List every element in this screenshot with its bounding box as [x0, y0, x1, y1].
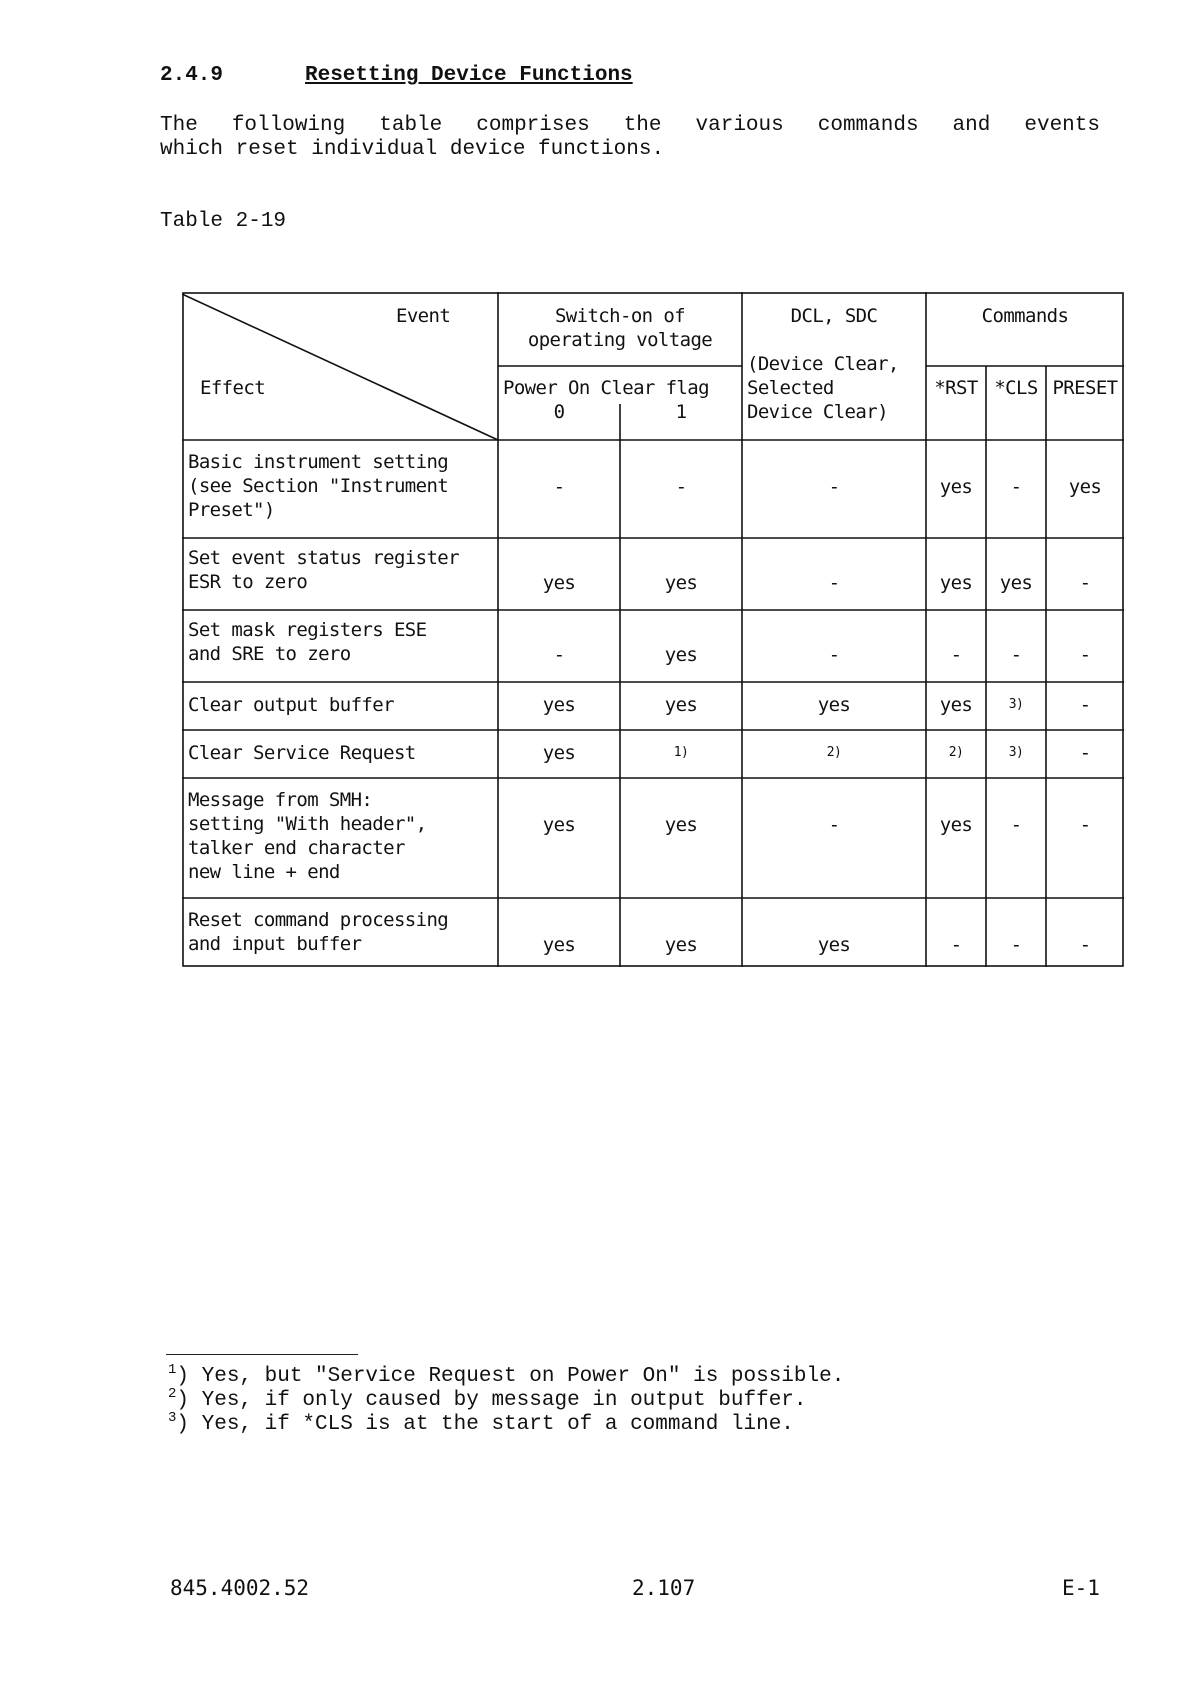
dcl-header-line-2: (Device Clear, [747, 353, 899, 375]
row-5-power-on-1-footnote-mark: 1) [673, 745, 689, 760]
row-5-cls-footnote [986, 741, 1046, 770]
row-3-effect-line-2: and SRE to zero [188, 643, 351, 665]
row-6-effect-line-4: new line + end [188, 861, 340, 883]
row-1-dcl-sdc: - [828, 476, 840, 498]
footnote-3-mark: 3 [168, 1410, 177, 1426]
row-6-power-on-1: yes [664, 814, 698, 836]
table-label: Table 2-19 [160, 210, 287, 233]
power-on-clear-flag-label: Power On Clear flag [503, 377, 709, 399]
row-1-effect-line-3: Preset") [188, 499, 275, 521]
row-7-power-on-0: yes [542, 934, 576, 956]
row-7-effect-line-1: Reset command processing [188, 909, 449, 931]
footer-page-number: 2.107 [632, 1576, 696, 1600]
row-2-power-on-1: yes [664, 572, 698, 594]
row-3-dcl-sdc: - [828, 644, 840, 666]
row-3-cls: - [1010, 644, 1022, 666]
dcl-header-line-1: DCL, SDC [790, 305, 878, 327]
row-1-cls: - [1010, 476, 1022, 498]
row-1-power-on-1: - [675, 476, 687, 498]
footnote-1-mark: 1 [168, 1362, 177, 1378]
row-1-power-on-0: - [553, 476, 565, 498]
row-4-power-on-0: yes [542, 694, 576, 716]
row-2-effect-line-1: Set event status register [188, 547, 459, 569]
footer-document-number: 845.4002.52 [170, 1576, 310, 1600]
intro-paragraph [160, 114, 1100, 162]
footnote-3-text: ) Yes, if *CLS is at the start of a command line. [176, 1413, 794, 1436]
row-4-preset: - [1079, 694, 1091, 716]
row-3-preset: - [1079, 644, 1091, 666]
intro-line-2: which reset individual device functions. [160, 138, 665, 161]
row-4-effect-line-1: Clear output buffer [188, 694, 394, 716]
group-switch-line-1: Switch-on of [554, 305, 686, 327]
row-5-power-on-0: yes [542, 742, 576, 764]
section-number: 2.4.9 [160, 64, 224, 87]
row-3-rst: - [950, 644, 962, 666]
row-4-cls-footnote-mark: 3) [1008, 697, 1024, 712]
footnote-3 [168, 1406, 794, 1437]
section-title: Resetting Device Functions [305, 64, 633, 87]
row-2-dcl-sdc: - [828, 572, 840, 594]
dcl-header-line-3: Selected [747, 377, 834, 399]
row-3-power-on-1: yes [664, 644, 698, 666]
intro-line-1: The following table comprises the various commands and events [160, 114, 1100, 137]
row-6-effect-line-3: talker end character [188, 837, 405, 859]
row-4-power-on-1: yes [664, 694, 698, 716]
row-6-dcl-sdc: - [828, 814, 840, 836]
row-2-effect-line-2: ESR to zero [188, 571, 308, 593]
row-6-rst: yes [939, 814, 973, 836]
footnote-2-mark: 2 [168, 1386, 177, 1402]
row-4-cls-footnote [986, 693, 1046, 722]
footnote-1-text: ) Yes, but "Service Request on Power On" is possible. [176, 1365, 845, 1388]
corner-effect-label: Effect [200, 377, 266, 399]
footnote-rule [166, 1354, 358, 1355]
row-6-cls: - [1010, 814, 1022, 836]
row-4-rst: yes [939, 694, 973, 716]
row-5-rst-footnote-mark: 2) [948, 745, 964, 760]
footer-edition: E-1 [1062, 1576, 1100, 1600]
row-5-effect-line-1: Clear Service Request [188, 742, 416, 764]
row-7-power-on-1: yes [664, 934, 698, 956]
col-1-label: 1 [675, 401, 687, 423]
row-7-rst: - [950, 934, 962, 956]
row-1-effect-line-1: Basic instrument setting [188, 451, 449, 473]
corner-event-label: Event [396, 305, 451, 327]
row-7-dcl-sdc: yes [817, 934, 851, 956]
row-2-cls: yes [999, 572, 1033, 594]
rst-header: *RST [934, 377, 978, 399]
dcl-header-line-4: Device Clear) [747, 401, 888, 423]
row-5-preset: - [1079, 742, 1091, 764]
row-6-power-on-0: yes [542, 814, 576, 836]
row-5-cls-footnote-mark: 3) [1008, 745, 1024, 760]
section-heading [160, 64, 633, 87]
reset-functions-table [182, 292, 1124, 967]
group-switch-line-2: operating voltage [527, 329, 713, 351]
row-5-dcl-sdc-footnote [742, 741, 926, 770]
row-2-power-on-0: yes [542, 572, 576, 594]
cls-header: *CLS [994, 377, 1038, 399]
row-7-preset: - [1079, 934, 1091, 956]
row-4-dcl-sdc: yes [817, 694, 851, 716]
row-3-power-on-0: - [553, 644, 565, 666]
row-2-preset: - [1079, 572, 1091, 594]
row-5-rst-footnote [926, 741, 986, 770]
row-6-effect-line-1: Message from SMH: [188, 789, 373, 811]
row-2-rst: yes [939, 572, 973, 594]
row-5-dcl-sdc-footnote-mark: 2) [826, 745, 842, 760]
row-6-effect-line-2: setting "With header", [188, 813, 427, 835]
row-7-cls: - [1010, 934, 1022, 956]
row-7-effect-line-2: and input buffer [188, 933, 362, 955]
row-3-effect-line-1: Set mask registers ESE [188, 619, 427, 641]
footnote-2-text: ) Yes, if only caused by message in output buffer. [176, 1389, 807, 1412]
row-1-preset: yes [1068, 476, 1102, 498]
row-1-rst: yes [939, 476, 973, 498]
row-6-preset: - [1079, 814, 1091, 836]
commands-header: Commands [981, 305, 1069, 327]
preset-header: PRESET [1052, 377, 1118, 399]
row-5-power-on-1-footnote [620, 741, 742, 770]
col-0-label: 0 [553, 401, 565, 423]
row-1-effect-line-2: (see Section "Instrument [188, 475, 449, 497]
